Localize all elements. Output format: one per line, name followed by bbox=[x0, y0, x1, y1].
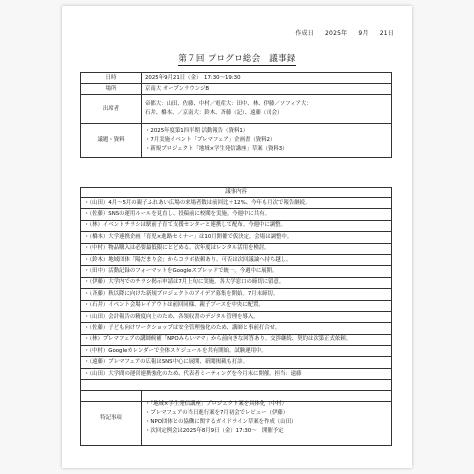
contents-row-text: ・ （中村）Googleカレンダーで全体スケジュールを共有開始。試験運用中。 bbox=[81, 346, 392, 357]
contents-row bbox=[81, 198, 392, 209]
contents-row-text: ・ （山田）会計報告の精度向上のため、各領収書のデジタル管理を導入。 bbox=[81, 311, 392, 322]
attendees-row-label: 出席者 bbox=[81, 95, 142, 124]
contents-row-text: ・ （佐藤）SNSの運用ルールを見直し、投稿前に校閲を実施。今週中に共有。 bbox=[81, 209, 392, 220]
contents-row-text: ・ （伊藤）大学内でのチラシ掲示申請は7月上旬に実施。各大学窓口の締切に留意。 bbox=[81, 277, 392, 288]
info-row-date bbox=[81, 73, 392, 84]
place-row-value: 京南大 オープンラウンジB bbox=[142, 84, 392, 95]
creation-date bbox=[286, 28, 394, 37]
contents-row-text: ・ （山田）4月〜5月の親子ふれあい広場の来場者数は前回比＋12%、今年も月次で報告継続。 bbox=[81, 198, 392, 209]
meeting-info-table bbox=[80, 72, 392, 158]
date-year: 2025年 bbox=[325, 30, 348, 37]
special-notes-items bbox=[142, 391, 392, 446]
info-row-place bbox=[81, 84, 392, 95]
special-notes-label: 特記事項 bbox=[81, 391, 142, 446]
contents-row bbox=[81, 311, 392, 322]
contents-row bbox=[81, 346, 392, 357]
agenda-item: ・ 2025年度第1四半期 活動報告（資料1） bbox=[145, 127, 388, 136]
special-note-item: ・ 「地域×学生発信講座」プロジェクト案を具体化（中村） bbox=[145, 400, 388, 409]
date-row-value: 2025年9月21日（金） 17:30〜19:30 bbox=[142, 73, 392, 84]
contents-row bbox=[81, 254, 392, 265]
contents-row-text: ・ （遠藤）プレマフェアの広報はSNS中心に展開、新聞掲載も打診。 bbox=[81, 357, 392, 368]
contents-row bbox=[81, 277, 392, 288]
contents-row-text: ・ （林）イベントチラシは駅前子育て支援センターと連携して配布。今週中に調整。 bbox=[81, 220, 392, 231]
contents-row-text: ・ （中村）物品購入は必要最低限にとどめる。次年度はレンタル活用を検討。 bbox=[81, 243, 392, 254]
agenda-row-value bbox=[142, 124, 392, 158]
date-day: 21日 bbox=[379, 30, 394, 37]
contents-row-text: ・ （橋本）大学連携企画「育児×進路セミナー」は10月開催で仮決定。会場は調整中。 bbox=[81, 232, 392, 243]
agenda-item: ・ 7月実施イベント「プレマフェア」企画書（資料2） bbox=[145, 136, 388, 145]
attendees-line: 石井、橋本、／京南大：鈴木、斉藤（記）、遠藤（司会） bbox=[145, 110, 283, 116]
contents-row-text: ・ （鈴木）地域団体「陽だまり会」からコラボ依頼あり。可否は次回議論へ持ち越し。 bbox=[81, 254, 392, 265]
contents-row bbox=[81, 334, 392, 345]
special-note-item: ・ 次回定例会は2025年8月9日（金）17:30〜 開催予定 bbox=[145, 427, 388, 436]
contents-row bbox=[81, 300, 392, 311]
attendees-row-value bbox=[142, 95, 392, 124]
special-note-item: ・ プレマフェアの当日進行案を7月初会でレビュー（伊藤） bbox=[145, 409, 388, 418]
document-title: 第７回 プログロ総会 議事録 bbox=[62, 52, 412, 64]
agenda-item: ・ 新規プロジェクト「地域×学生発信講座」草案（資料3） bbox=[145, 145, 388, 154]
contents-row bbox=[81, 323, 392, 334]
contents-row bbox=[81, 209, 392, 220]
contents-row-text: ・ （斉藤）秋以降に向けた新規プロジェクトのアイデア募集を開始。7月末締切。 bbox=[81, 289, 392, 300]
contents-row bbox=[81, 289, 392, 300]
contents-row bbox=[81, 368, 392, 379]
date-month: 9月 bbox=[358, 30, 369, 37]
contents-row-text: ・ （石井）イベント会場レイアウトは前回同様、親子ブースを中央に配置。 bbox=[81, 300, 392, 311]
date-row-label: 日時 bbox=[81, 73, 142, 84]
contents-row bbox=[81, 220, 392, 231]
document-page bbox=[62, 6, 412, 468]
contents-row bbox=[81, 357, 392, 368]
contents-row-text: ・ （佐藤）子ども向けワークショップは安全管理強化のため、講師と事前打合せ。 bbox=[81, 323, 392, 334]
contents-header-row bbox=[81, 188, 392, 198]
place-row-label: 場所 bbox=[81, 84, 142, 95]
date-label: 作成日 bbox=[295, 30, 314, 37]
info-row-agenda bbox=[81, 124, 392, 158]
special-note-item: ・ NPO団体との協働に関するガイドライン草案を作成（山田） bbox=[145, 418, 388, 427]
info-row-attendees bbox=[81, 95, 392, 124]
contents-row-text: ・ （田中）活動記録のフォーマットをGoogleスプレッドで統一。今週中に展開。 bbox=[81, 266, 392, 277]
special-notes-row bbox=[81, 391, 392, 446]
meeting-contents-table bbox=[80, 187, 392, 402]
agenda-row-label: 議題・資料 bbox=[81, 124, 142, 158]
contents-row bbox=[81, 243, 392, 254]
contents-row-text: ・ （山田）大学間の運営連携強化のため、代表者ミーティングを今月末に開催。担当：遠藤 bbox=[81, 368, 392, 379]
contents-row bbox=[81, 266, 392, 277]
attendees-line: 帝都大：山田、佐藤、中村／電産大：田中、林、伊藤／ソフィア大： bbox=[145, 101, 312, 107]
contents-header: 議事内容 bbox=[81, 188, 392, 198]
special-notes-table bbox=[80, 390, 392, 446]
contents-row bbox=[81, 232, 392, 243]
contents-row-text: ・ （林）プレマフェアの講師候補「NPOみらいママ」から前向きな回答あり。交渉継続、契約は次第正式依頼。 bbox=[81, 334, 392, 345]
